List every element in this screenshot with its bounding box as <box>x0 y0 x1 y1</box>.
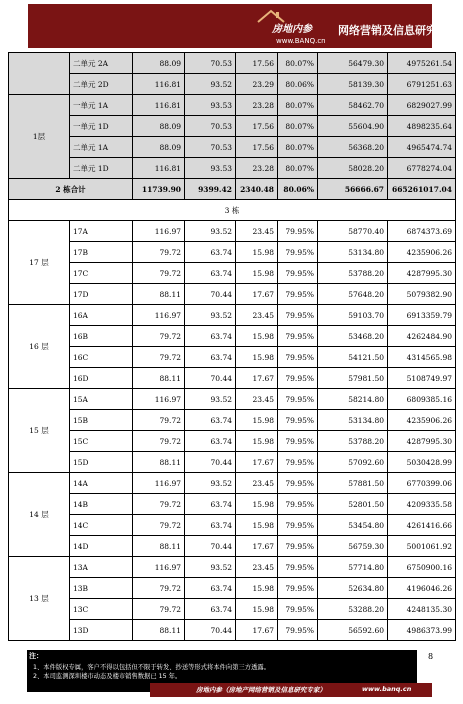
unit-price-cell: 57648.20 <box>318 284 388 305</box>
total-price-cell: 4261416.66 <box>388 515 456 536</box>
table-row <box>9 116 456 137</box>
inner-area-cell: 63.74 <box>185 263 236 284</box>
unit-cell: 17B <box>70 242 133 263</box>
unit-price-cell: 53134.80 <box>318 410 388 431</box>
area-cell: 79.72 <box>133 578 185 599</box>
unit-cell: 15A <box>70 389 133 410</box>
table-row <box>9 158 456 179</box>
ratio-cell: 79.95% <box>278 452 318 473</box>
area-cell: 116.81 <box>133 158 185 179</box>
ratio-cell: 79.95% <box>278 305 318 326</box>
table-row <box>9 221 456 242</box>
shared-area-cell: 17.67 <box>236 368 278 389</box>
header-banner <box>28 4 459 48</box>
ratio-cell: 79.95% <box>278 326 318 347</box>
shared-area-cell: 23.28 <box>236 158 278 179</box>
total-price-cell: 6913359.79 <box>388 305 456 326</box>
floor-label-cell: 13 层 <box>9 557 70 641</box>
unit-cell: 16D <box>70 368 133 389</box>
total-price-cell: 5079382.90 <box>388 284 456 305</box>
area-cell: 116.97 <box>133 221 185 242</box>
inner-area-cell: 63.74 <box>185 599 236 620</box>
unit-price-cell: 58770.40 <box>318 221 388 242</box>
shared-area-cell: 23.45 <box>236 389 278 410</box>
area-cell: 79.72 <box>133 431 185 452</box>
inner-area-cell: 93.52 <box>185 221 236 242</box>
brand-tagline: 网络营销及信息研究专家 <box>338 24 459 37</box>
area-cell: 88.11 <box>133 452 185 473</box>
total-price-cell: 4248135.30 <box>388 599 456 620</box>
unit-cell: 17A <box>70 221 133 242</box>
unit-cell: 17C <box>70 263 133 284</box>
unit-price-cell: 52634.80 <box>318 578 388 599</box>
notes-line-1: 1、本件版权专属，客户不得以包括但不限于转发、抄送等形式将本件向第三方透露。 <box>33 664 270 671</box>
inner-area-cell: 93.53 <box>185 95 236 116</box>
area-cell: 79.72 <box>133 242 185 263</box>
inner-area-cell: 70.44 <box>185 284 236 305</box>
unit-price-cell: 55604.90 <box>318 116 388 137</box>
brand-name: 房地内参 <box>272 24 312 35</box>
inner-area-cell: 63.74 <box>185 347 236 368</box>
unit-price-cell: 59103.70 <box>318 305 388 326</box>
floor-label-cell: 1层 <box>9 95 70 179</box>
inner-area-cell: 63.74 <box>185 410 236 431</box>
floor-label-cell: 17 层 <box>9 221 70 305</box>
total-price-cell: 6750900.16 <box>388 557 456 578</box>
area-cell: 116.97 <box>133 473 185 494</box>
shared-area-cell: 15.98 <box>236 515 278 536</box>
table-row <box>9 389 456 410</box>
area-cell: 79.72 <box>133 494 185 515</box>
notes-heading: 注： <box>29 652 43 660</box>
unit-cell: 二单元 2D <box>70 74 133 95</box>
ratio-cell: 79.95% <box>278 578 318 599</box>
page-number: 8 <box>428 652 434 661</box>
unit-price-cell: 53288.20 <box>318 599 388 620</box>
inner-area-cell: 70.44 <box>185 620 236 641</box>
shared-area-cell: 17.56 <box>236 53 278 74</box>
unit-cell: 13C <box>70 599 133 620</box>
inner-area-cell: 93.52 <box>185 305 236 326</box>
area-cell: 116.97 <box>133 305 185 326</box>
ratio-cell: 79.95% <box>278 263 318 284</box>
floor-label-cell: 14 层 <box>9 473 70 557</box>
table-row <box>9 620 456 641</box>
table-row <box>9 452 456 473</box>
floor-label-cell: 16 层 <box>9 305 70 389</box>
unit-price-cell: 57981.50 <box>318 368 388 389</box>
ratio-cell: 80.07% <box>278 137 318 158</box>
shared-area-cell: 17.67 <box>236 284 278 305</box>
shared-area-cell: 17.56 <box>236 116 278 137</box>
area-cell: 88.11 <box>133 368 185 389</box>
unit-price-cell: 56479.30 <box>318 53 388 74</box>
shared-area-cell: 15.98 <box>236 347 278 368</box>
unit-cell: 16B <box>70 326 133 347</box>
ratio-cell: 79.95% <box>278 620 318 641</box>
table-row <box>9 263 456 284</box>
unit-price-cell: 53454.80 <box>318 515 388 536</box>
total-inner-area-cell: 9399.42 <box>185 179 236 200</box>
shared-area-cell: 23.45 <box>236 557 278 578</box>
unit-cell: 14A <box>70 473 133 494</box>
area-cell: 79.72 <box>133 599 185 620</box>
ratio-cell: 79.95% <box>278 368 318 389</box>
footer-text: 房地内参（房地产网络营销及信息研究专家） <box>196 686 326 694</box>
total-price-cell: 4235906.26 <box>388 242 456 263</box>
unit-price-cell: 54121.50 <box>318 347 388 368</box>
unit-price-cell: 53788.20 <box>318 263 388 284</box>
table-row <box>9 599 456 620</box>
area-cell: 79.72 <box>133 410 185 431</box>
total-price-cell: 4965474.74 <box>388 137 456 158</box>
building3-rows <box>9 200 456 641</box>
footer-banner <box>150 683 432 697</box>
shared-area-cell: 17.56 <box>236 137 278 158</box>
total-price-cell: 6829027.99 <box>388 95 456 116</box>
total-price-cell: 4314565.98 <box>388 347 456 368</box>
unit-price-cell: 53788.20 <box>318 431 388 452</box>
table-row <box>9 95 456 116</box>
shared-area-cell: 17.67 <box>236 536 278 557</box>
table-row <box>9 137 456 158</box>
total-price-cell: 4975261.54 <box>388 53 456 74</box>
area-cell: 116.81 <box>133 95 185 116</box>
table-row <box>9 473 456 494</box>
total-price-cell: 4262484.90 <box>388 326 456 347</box>
area-cell: 88.09 <box>133 116 185 137</box>
area-cell: 116.97 <box>133 557 185 578</box>
inner-area-cell: 93.52 <box>185 389 236 410</box>
unit-cell: 15C <box>70 431 133 452</box>
shared-area-cell: 15.98 <box>236 431 278 452</box>
table-row <box>9 410 456 431</box>
shared-area-cell: 15.98 <box>236 494 278 515</box>
sales-table <box>8 52 456 641</box>
unit-price-cell: 53134.80 <box>318 242 388 263</box>
unit-cell: 13D <box>70 620 133 641</box>
inner-area-cell: 63.74 <box>185 326 236 347</box>
inner-area-cell: 93.53 <box>185 158 236 179</box>
unit-price-cell: 58462.70 <box>318 95 388 116</box>
unit-price-cell: 57714.80 <box>318 557 388 578</box>
total-price-cell: 6778274.04 <box>388 158 456 179</box>
total-price-cell: 6791251.63 <box>388 74 456 95</box>
ratio-cell: 79.95% <box>278 284 318 305</box>
inner-area-cell: 93.52 <box>185 74 236 95</box>
inner-area-cell: 93.52 <box>185 473 236 494</box>
unit-price-cell: 56759.30 <box>318 536 388 557</box>
total-price-cell: 5001061.92 <box>388 536 456 557</box>
area-cell: 79.72 <box>133 347 185 368</box>
notes-line-2: 2、本司监测深圳楼市动态及楼市销售数据已 15 年。 <box>33 673 182 680</box>
unit-price-cell: 58139.30 <box>318 74 388 95</box>
inner-area-cell: 63.74 <box>185 515 236 536</box>
ratio-cell: 80.07% <box>278 95 318 116</box>
area-cell: 116.81 <box>133 74 185 95</box>
table-row <box>9 74 456 95</box>
unit-cell: 二单元 1A <box>70 137 133 158</box>
unit-price-cell: 53468.20 <box>318 326 388 347</box>
unit-price-cell: 56368.20 <box>318 137 388 158</box>
floor-cell-blank <box>9 53 70 95</box>
shared-area-cell: 15.98 <box>236 599 278 620</box>
ratio-cell: 79.95% <box>278 431 318 452</box>
total-price-cell: 4898235.64 <box>388 116 456 137</box>
total-price-cell: 5030428.99 <box>388 452 456 473</box>
table-row <box>9 431 456 452</box>
total-ratio-cell: 80.06% <box>278 179 318 200</box>
inner-area-cell: 63.74 <box>185 578 236 599</box>
table-row <box>9 494 456 515</box>
shared-area-cell: 15.98 <box>236 326 278 347</box>
section-row <box>9 200 456 221</box>
building2-rows <box>9 53 456 200</box>
total-price-cell: 4287995.30 <box>388 431 456 452</box>
ratio-cell: 80.07% <box>278 116 318 137</box>
ratio-cell: 79.95% <box>278 410 318 431</box>
total-label-cell: 2 栋合计 <box>9 179 133 200</box>
building-title-cell: 3 栋 <box>9 200 456 221</box>
unit-cell: 一单元 1A <box>70 95 133 116</box>
unit-cell: 15B <box>70 410 133 431</box>
unit-price-cell: 57881.50 <box>318 473 388 494</box>
unit-price-cell: 56592.60 <box>318 620 388 641</box>
shared-area-cell: 23.29 <box>236 74 278 95</box>
total-price-cell: 4196046.26 <box>388 578 456 599</box>
table-row <box>9 557 456 578</box>
shared-area-cell: 23.45 <box>236 473 278 494</box>
table-row <box>9 284 456 305</box>
total-total-price-cell: 665261017.04 <box>388 179 456 200</box>
ratio-cell: 80.06% <box>278 74 318 95</box>
table-row <box>9 578 456 599</box>
table-row <box>9 305 456 326</box>
table-row <box>9 368 456 389</box>
shared-area-cell: 15.98 <box>236 410 278 431</box>
unit-price-cell: 52801.50 <box>318 494 388 515</box>
unit-cell: 二单元 2A <box>70 53 133 74</box>
total-price-cell: 4986373.99 <box>388 620 456 641</box>
shared-area-cell: 23.45 <box>236 305 278 326</box>
inner-area-cell: 70.44 <box>185 452 236 473</box>
area-cell: 88.11 <box>133 284 185 305</box>
inner-area-cell: 70.53 <box>185 53 236 74</box>
unit-cell: 13A <box>70 557 133 578</box>
area-cell: 88.11 <box>133 620 185 641</box>
total-price-cell: 6809385.16 <box>388 389 456 410</box>
ratio-cell: 80.07% <box>278 158 318 179</box>
shared-area-cell: 23.45 <box>236 221 278 242</box>
unit-price-cell: 58028.20 <box>318 158 388 179</box>
ratio-cell: 79.95% <box>278 389 318 410</box>
total-price-cell: 6874373.69 <box>388 221 456 242</box>
inner-area-cell: 70.53 <box>185 137 236 158</box>
ratio-cell: 79.95% <box>278 599 318 620</box>
shared-area-cell: 17.67 <box>236 620 278 641</box>
table-row <box>9 536 456 557</box>
ratio-cell: 79.95% <box>278 473 318 494</box>
unit-price-cell: 58214.80 <box>318 389 388 410</box>
unit-cell: 二单元 1D <box>70 158 133 179</box>
inner-area-cell: 70.44 <box>185 368 236 389</box>
table-row <box>9 242 456 263</box>
ratio-cell: 79.95% <box>278 221 318 242</box>
total-area-cell: 11739.90 <box>133 179 185 200</box>
total-price-cell: 4287995.30 <box>388 263 456 284</box>
area-cell: 88.11 <box>133 536 185 557</box>
table-row <box>9 515 456 536</box>
floor-label-cell: 15 层 <box>9 389 70 473</box>
unit-cell: 17D <box>70 284 133 305</box>
total-price-cell: 5108749.97 <box>388 368 456 389</box>
inner-area-cell: 70.44 <box>185 536 236 557</box>
unit-cell: 16A <box>70 305 133 326</box>
unit-cell: 13B <box>70 578 133 599</box>
unit-cell: 14C <box>70 515 133 536</box>
unit-price-cell: 57092.60 <box>318 452 388 473</box>
total-price-cell: 4209335.58 <box>388 494 456 515</box>
unit-cell: 一单元 1D <box>70 116 133 137</box>
brand-url: www.BANQ.cn <box>276 37 326 45</box>
shared-area-cell: 15.98 <box>236 242 278 263</box>
area-cell: 88.09 <box>133 53 185 74</box>
area-cell: 116.97 <box>133 389 185 410</box>
ratio-cell: 79.95% <box>278 494 318 515</box>
ratio-cell: 79.95% <box>278 557 318 578</box>
total-unit-price-cell: 56666.67 <box>318 179 388 200</box>
shared-area-cell: 15.98 <box>236 578 278 599</box>
unit-cell: 14D <box>70 536 133 557</box>
table-row <box>9 53 456 74</box>
ratio-cell: 79.95% <box>278 536 318 557</box>
table-row <box>9 347 456 368</box>
area-cell: 88.09 <box>133 137 185 158</box>
ratio-cell: 79.95% <box>278 347 318 368</box>
inner-area-cell: 63.74 <box>185 431 236 452</box>
inner-area-cell: 63.74 <box>185 494 236 515</box>
area-cell: 79.72 <box>133 515 185 536</box>
unit-cell: 15D <box>70 452 133 473</box>
area-cell: 79.72 <box>133 263 185 284</box>
area-cell: 79.72 <box>133 326 185 347</box>
total-row <box>9 179 456 200</box>
inner-area-cell: 70.53 <box>185 116 236 137</box>
table-row <box>9 326 456 347</box>
total-shared-area-cell: 2340.48 <box>236 179 278 200</box>
total-price-cell: 6770399.06 <box>388 473 456 494</box>
shared-area-cell: 17.67 <box>236 452 278 473</box>
footer-url: www.banq.cn <box>362 685 412 693</box>
ratio-cell: 80.07% <box>278 53 318 74</box>
unit-cell: 16C <box>70 347 133 368</box>
unit-cell: 14B <box>70 494 133 515</box>
inner-area-cell: 63.74 <box>185 242 236 263</box>
total-price-cell: 4235906.26 <box>388 410 456 431</box>
shared-area-cell: 23.28 <box>236 95 278 116</box>
inner-area-cell: 93.52 <box>185 557 236 578</box>
ratio-cell: 79.95% <box>278 242 318 263</box>
shared-area-cell: 15.98 <box>236 263 278 284</box>
ratio-cell: 79.95% <box>278 515 318 536</box>
